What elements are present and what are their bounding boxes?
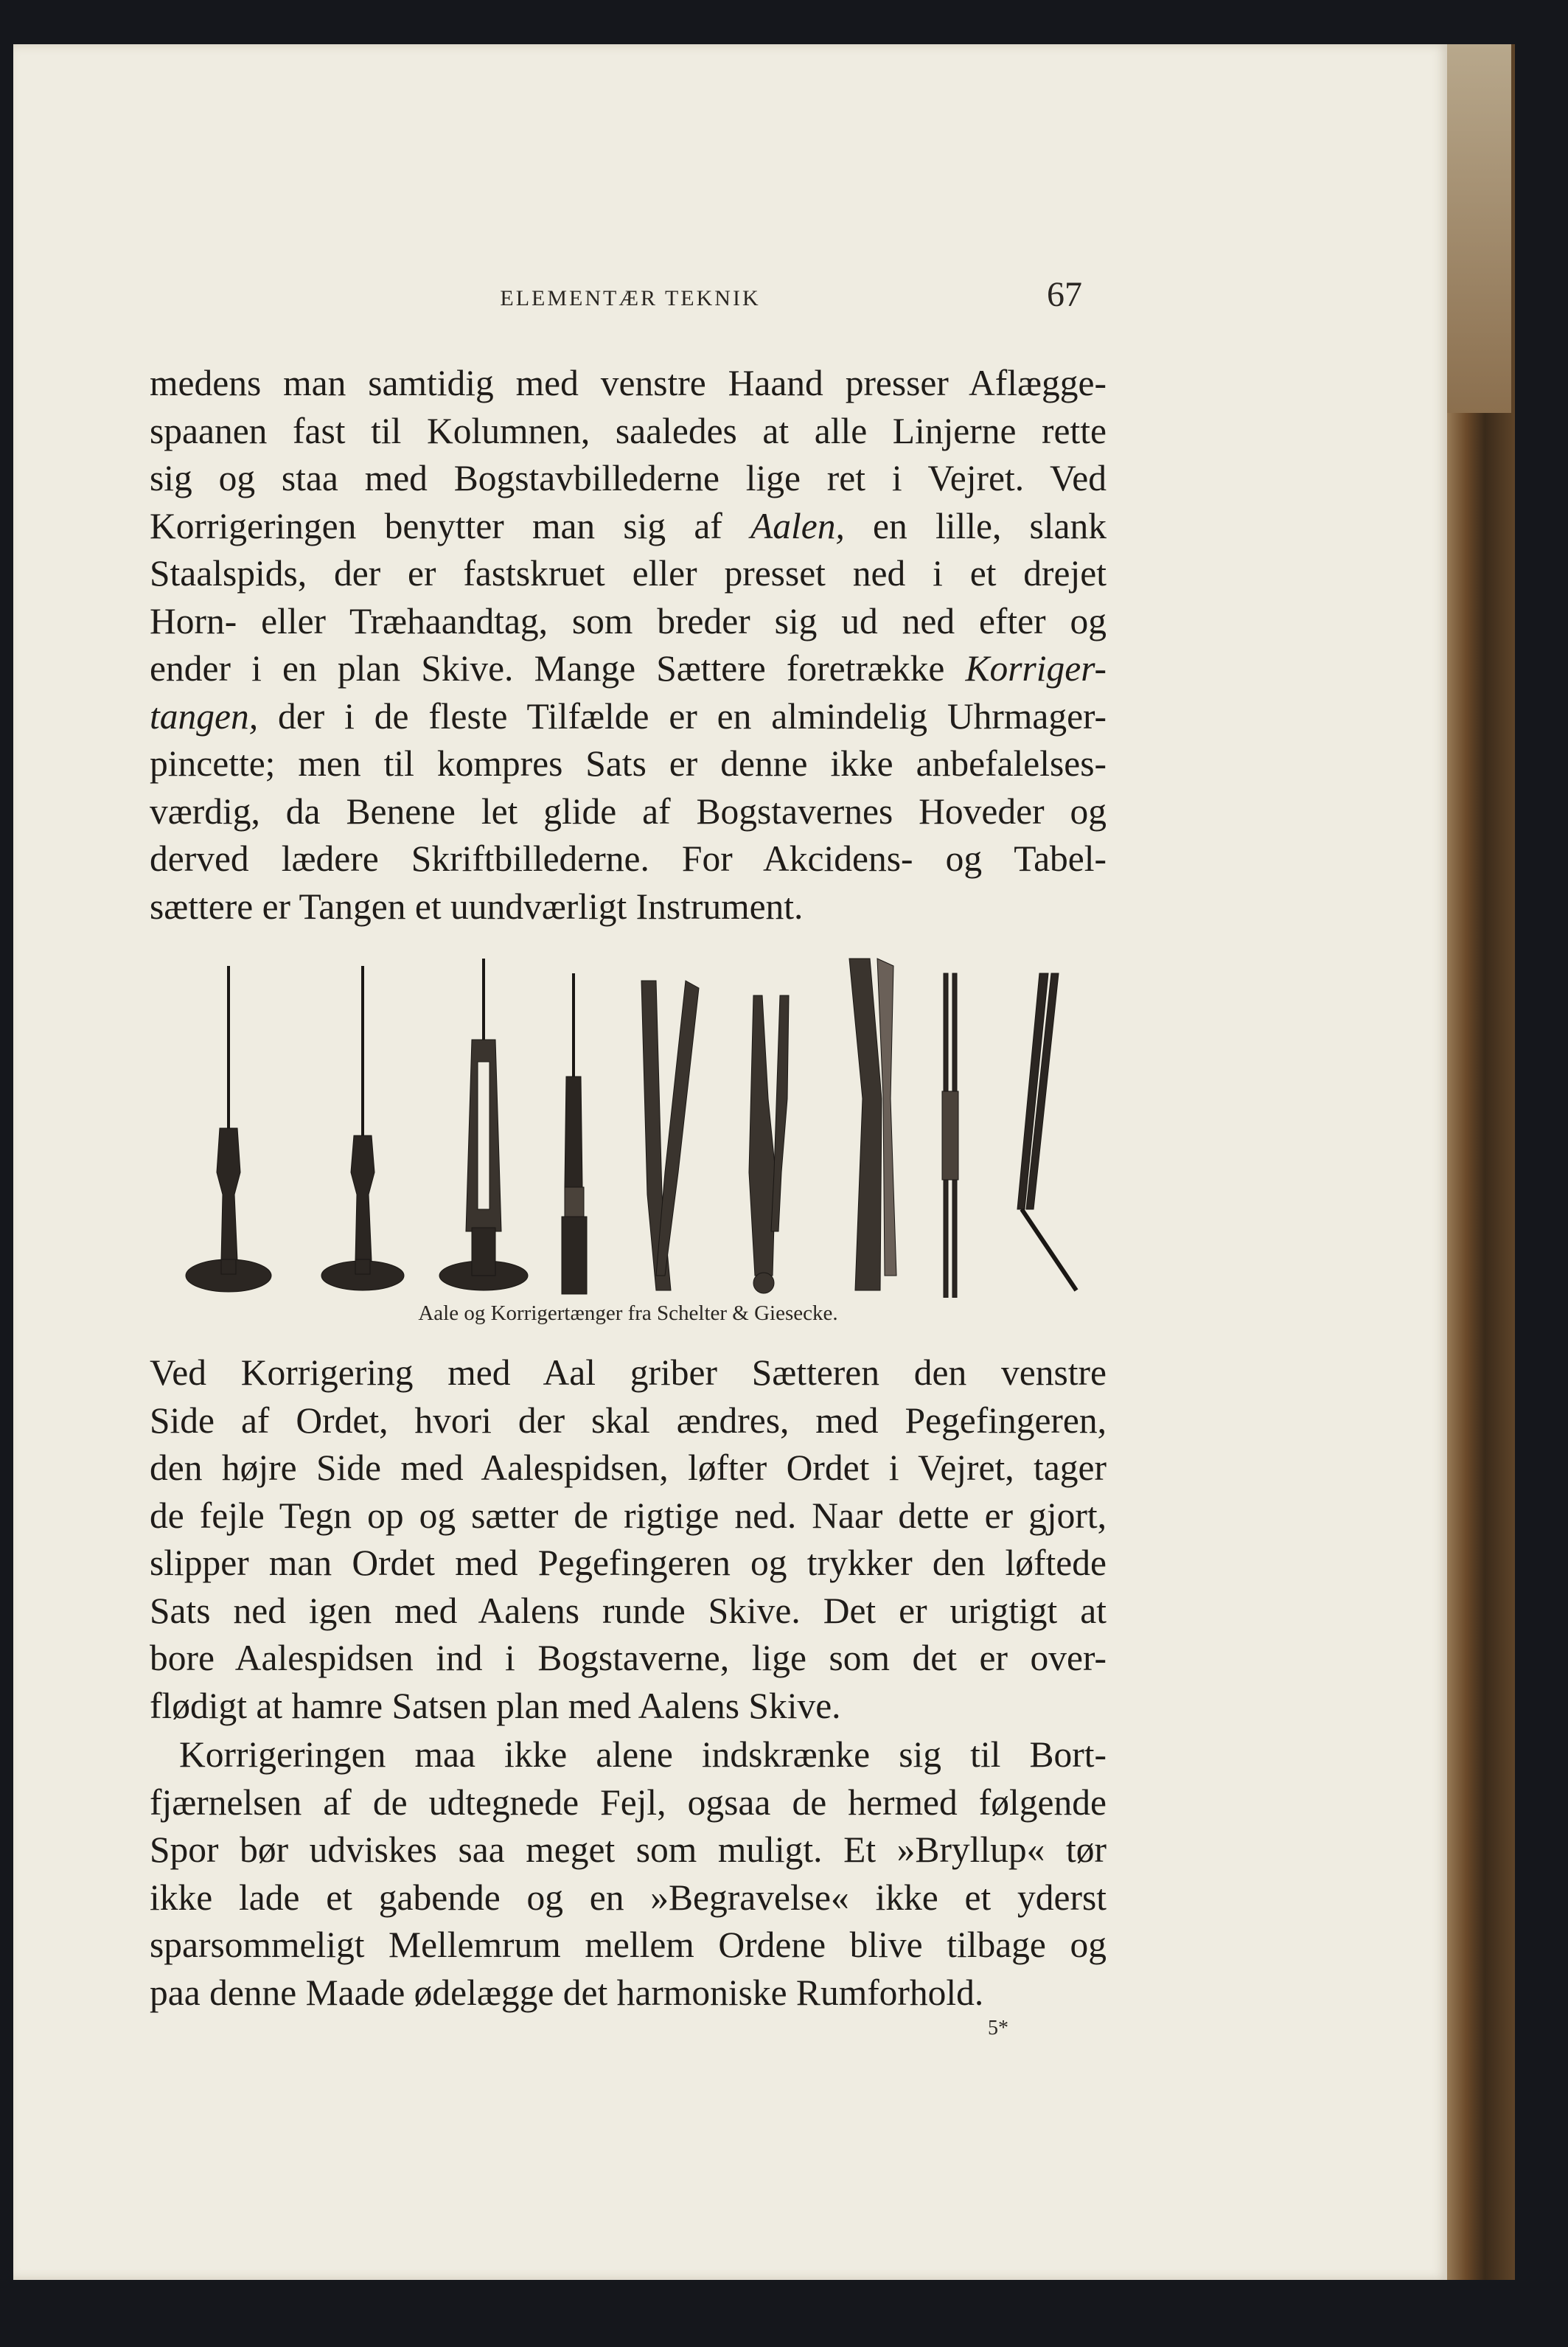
text-line: fjærnelsen af de udtegnede Fejl, ogsaa de hermed følgende [150,1781,1107,1823]
text-line: Spor bør udviskes saa meget som muligt. Et »Bryllup« tør [150,1829,1107,1870]
text-line: ender i en plan Skive. Mange Sættere foretrække Korriger- [150,648,1107,689]
text-line: sættere er Tangen et uundværligt Instrument. [150,886,804,927]
text-line: Staalspids, der er fastskruet eller presset ned i et drejet [150,553,1107,594]
running-title: ELEMENTÆR TEKNIK [500,286,761,310]
text-line: medens man samtidig med venstre Haand presser Aflægge- [150,363,1107,403]
text-line: slipper man Ordet med Pegefingeren og trykker den løftede [150,1543,1107,1583]
paragraph-1 [150,360,1107,931]
text-line: derved lædere Skriftbillederne. For Akcidens- og Tabel- [150,838,1107,879]
text-line: flødigt at hamre Satsen plan med Aalens Skive. [150,1685,841,1726]
italic-term: Aalen, [750,505,845,546]
text-line: sparsommeligt Mellemrum mellem Ordene blive tilbage og [150,1924,1107,1965]
text-line: Side af Ordet, hvori der skal ændres, med Pegefingeren, [150,1399,1107,1441]
book-spine-top [1445,44,1511,413]
text-line: Korrigeringen benytter man sig af Aalen, en lille, slank [150,505,1107,546]
italic-term: Korriger- [965,648,1107,689]
text-line: pincette; men til kompres Sats er denne ikke anbefalelses- [150,743,1107,784]
text-line: Sats ned igen med Aalens runde Skive. Det er urigtigt at [150,1590,1107,1631]
page-number: 67 [1047,275,1082,314]
awl-illustration [439,959,528,1290]
paragraph-2 [150,1349,1107,1730]
text-line: paa denne Maade ødelægge det harmoniske Rumforhold. [150,1972,984,2013]
awl-illustration [321,966,404,1290]
tweezers-illustration [749,995,789,1293]
figure-caption: Aale og Korrigertænger fra Schelter & Giesecke. [418,1301,838,1325]
tweezers-illustration [641,981,699,1290]
text-line: Korrigeringen maa ikke alene indskrænke sig til Bort- [179,1734,1107,1775]
text-line: værdig, da Benene let glide af Bogstavernes Hoveder og [150,790,1107,832]
text-line: Ved Korrigering med Aal griber Sætteren den venstre [150,1352,1107,1393]
text-line: de fejle Tegn op og sætter de rigtige ned. Naar dette er gjort, [150,1495,1107,1536]
awl-illustration [562,973,587,1294]
italic-term: tangen, [150,695,259,737]
awl-illustration [186,966,271,1292]
tweezers-illustration [1017,973,1076,1290]
text-line: spaanen fast til Kolumnen, saaledes at alle Linjerne rette [150,410,1107,451]
paragraph-3 [150,1731,1107,2017]
text-line: ikke lade et gabende og en »Begravelse« ikke et yderst [150,1877,1107,1918]
tweezers-illustration [849,959,896,1290]
text-line: den højre Side med Aalespidsen, løfter Ordet i Vejret, tager [150,1447,1107,1488]
signature-mark: 5* [988,2017,1008,2040]
tweezers-illustration [942,973,958,1298]
tools-illustration [170,951,1098,1298]
text-line: Horn- eller Træhaandtag, som breder sig ud ned efter og [150,600,1107,641]
text-line: bore Aalespidsen ind i Bogstaverne, lige som det er over- [150,1638,1107,1678]
text-line: sig og staa med Bogstavbillederne lige ret i Vejret. Ved [150,458,1107,498]
text-line: tangen, der i de fleste Tilfælde er en almindelig Uhrmager- [150,695,1107,737]
